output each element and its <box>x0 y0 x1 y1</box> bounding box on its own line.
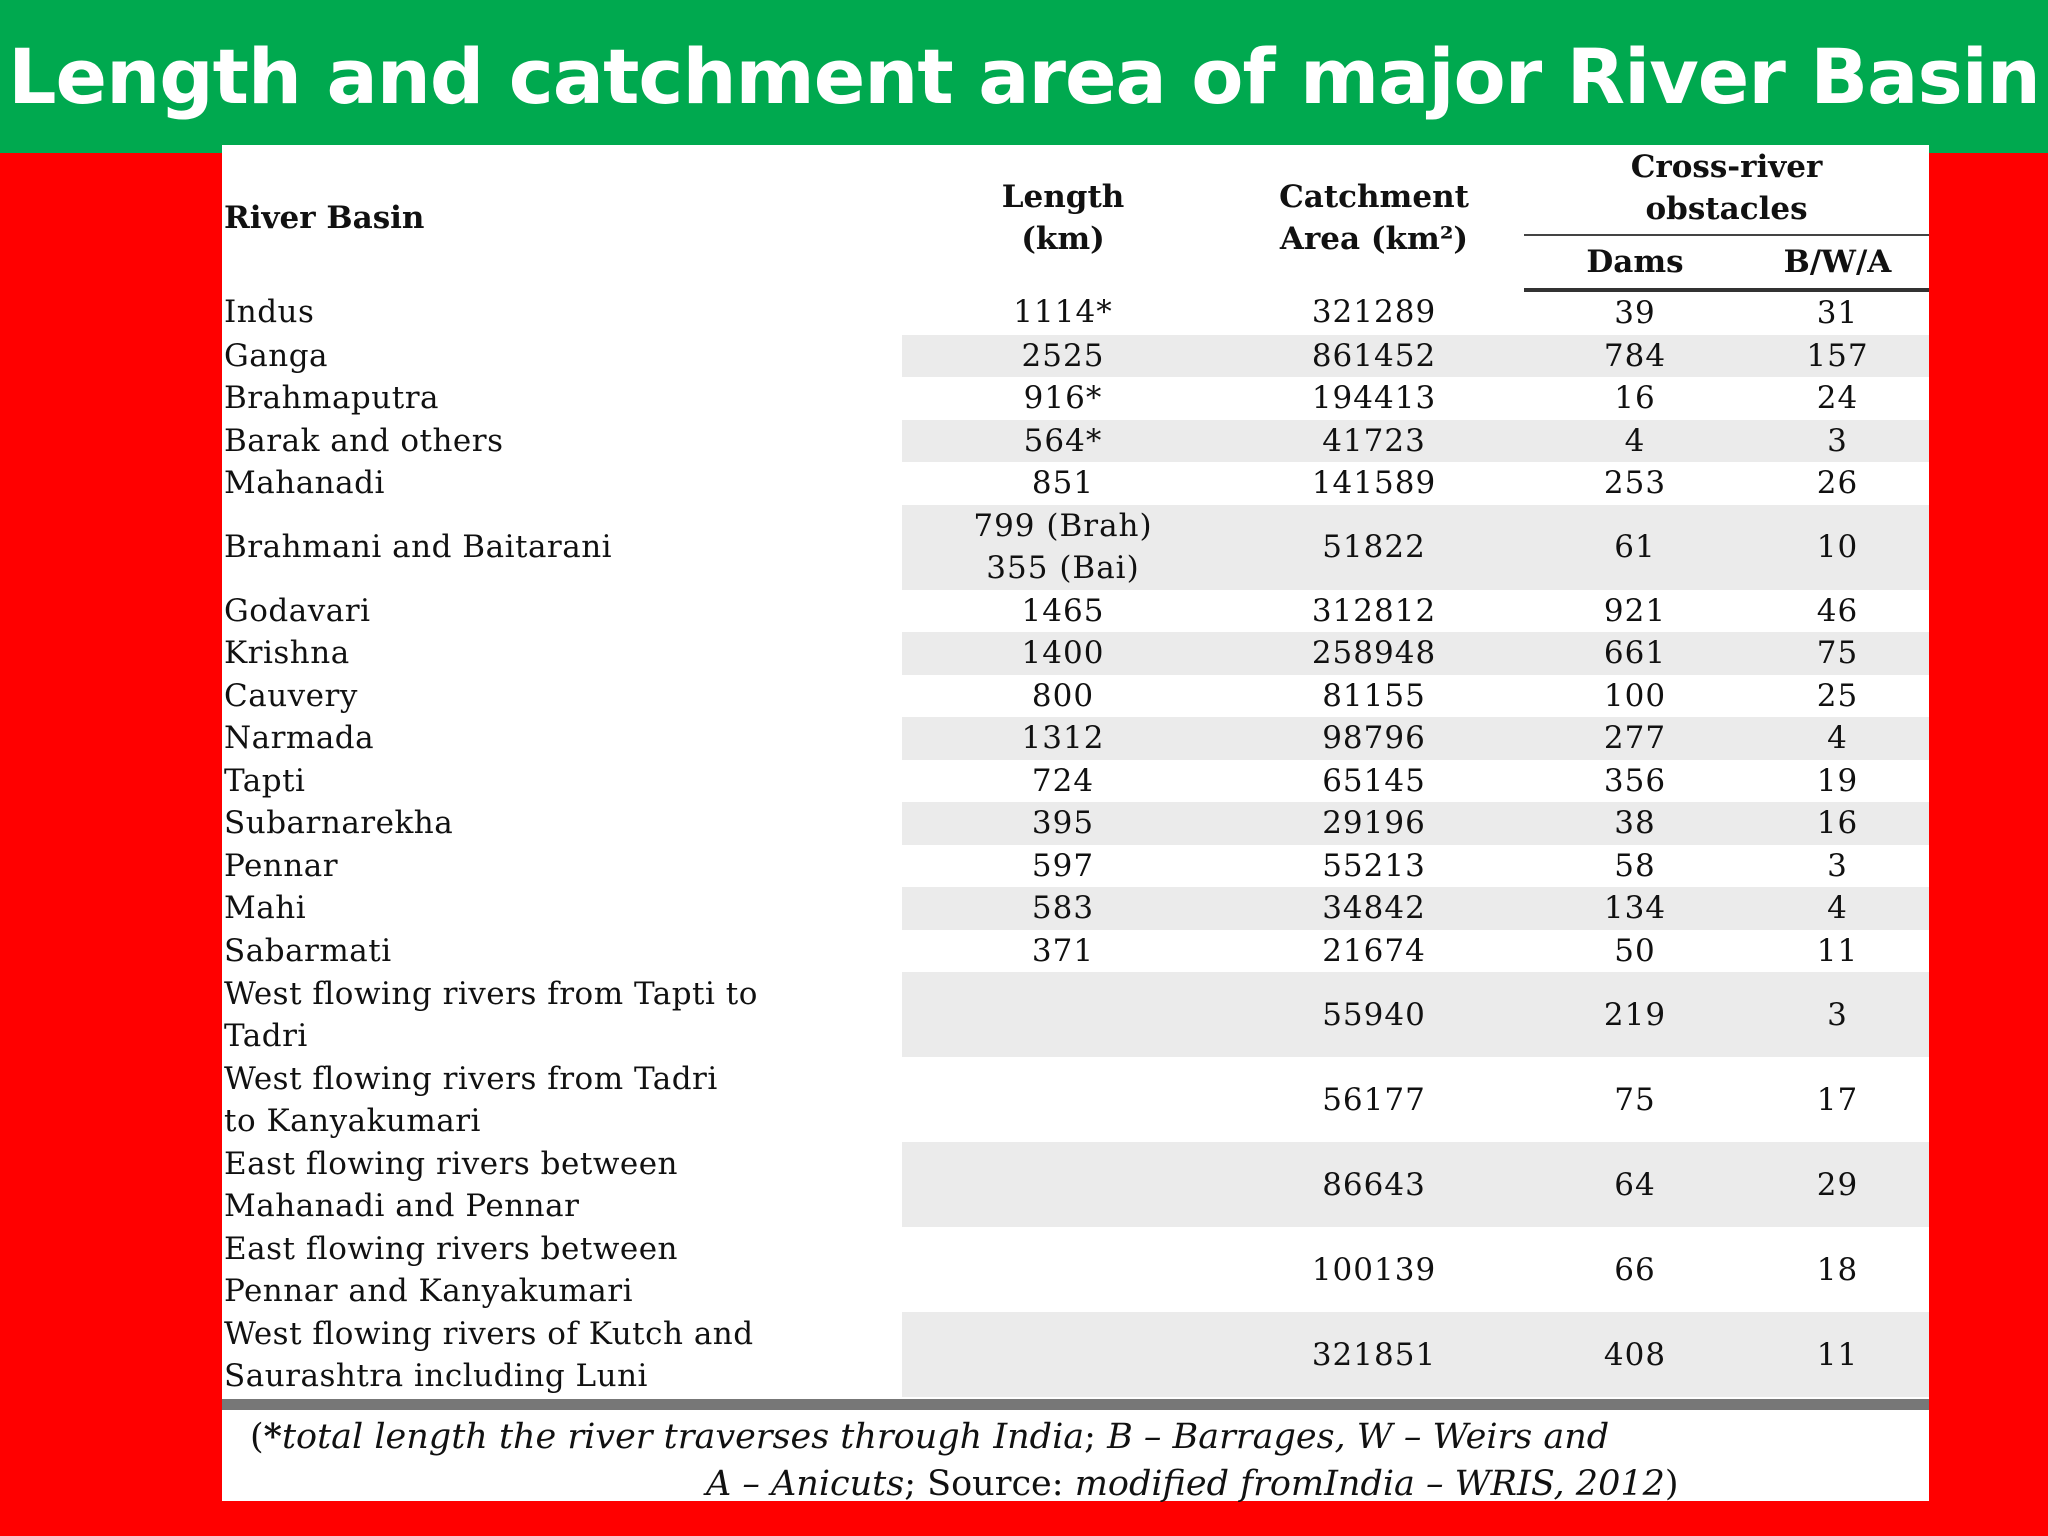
cell-basin: Godavari <box>224 592 371 629</box>
cell-bwa: 11 <box>1746 1312 1929 1397</box>
header-length: Length (km) <box>1001 178 1125 257</box>
cell-bwa: 25 <box>1816 677 1859 714</box>
cell-bwa: 24 <box>1816 380 1859 417</box>
cell-bwa: 26 <box>1816 465 1859 502</box>
cell-bwa: 3 <box>1827 847 1848 884</box>
table-row <box>222 1142 1929 1227</box>
cell-catchment: 65145 <box>1322 762 1426 799</box>
cell-length <box>902 972 1224 1057</box>
header-catchment-area: Catchment Area (km²) <box>1279 178 1469 257</box>
cell-catchment: 56177 <box>1322 1081 1426 1118</box>
cell-length: 395 <box>902 802 1224 845</box>
table-row <box>222 632 1929 675</box>
cell-basin: Brahmani and Baitarani <box>224 529 613 565</box>
table-row <box>222 1057 1929 1142</box>
cell-bwa: 29 <box>1746 1142 1929 1227</box>
table-row <box>222 462 1929 505</box>
header-river-basin: River Basin <box>224 199 425 236</box>
cell-catchment: 86643 <box>1224 1142 1524 1227</box>
table-row <box>222 675 1929 718</box>
cell-bwa: 19 <box>1816 762 1859 799</box>
cell-basin: Narmada <box>224 720 375 757</box>
table-row <box>222 1312 1929 1397</box>
cell-length: 1465 <box>1021 592 1105 629</box>
cell-bwa: 17 <box>1816 1081 1859 1118</box>
cell-bwa: 75 <box>1746 632 1929 675</box>
cell-length: 799 (Brah) 355 (Bai) <box>902 505 1224 590</box>
cell-length: 724 <box>1031 762 1095 799</box>
cell-basin: Cauvery <box>224 677 358 714</box>
cell-bwa: 4 <box>1746 717 1929 760</box>
cell-dams: 4 <box>1524 420 1746 463</box>
cell-bwa: 46 <box>1816 592 1859 629</box>
cell-basin: East flowing rivers between Pennar and Kanyakumari <box>224 1230 679 1309</box>
cell-basin: Sabarmati <box>224 932 392 969</box>
cell-dams: 39 <box>1614 295 1656 332</box>
cell-basin: Pennar <box>224 847 339 884</box>
cell-dams: 50 <box>1614 932 1656 969</box>
cell-bwa: 31 <box>1816 295 1859 332</box>
cell-dams: 661 <box>1524 632 1746 675</box>
cell-catchment: 312812 <box>1311 592 1437 629</box>
cell-catchment: 98796 <box>1224 717 1524 760</box>
table-row <box>222 717 1929 760</box>
cell-length <box>902 1142 1224 1227</box>
cell-dams: 61 <box>1524 505 1746 590</box>
footnote-line-1: (*total length the river traverses through India; B – Barrages, W – Weirs and <box>250 1416 1610 1457</box>
cell-basin: Tapti <box>224 762 306 799</box>
cell-bwa: 11 <box>1816 932 1859 969</box>
table-row <box>222 420 1929 463</box>
cell-catchment: 321851 <box>1224 1312 1524 1397</box>
cell-catchment: 81155 <box>1322 677 1426 714</box>
cell-basin: Ganga <box>224 337 329 374</box>
cell-length: 371 <box>1031 932 1095 969</box>
cell-catchment: 861452 <box>1224 335 1524 378</box>
cell-length: 564* <box>902 420 1224 463</box>
cell-basin: Indus <box>224 294 315 331</box>
cell-catchment: 55213 <box>1322 847 1426 884</box>
cell-basin: Brahmaputra <box>224 380 439 417</box>
cell-catchment: 100139 <box>1311 1251 1437 1288</box>
table-row <box>222 590 1929 633</box>
table-row <box>222 760 1929 803</box>
cell-basin: West flowing rivers from Tadri to Kanyakumari <box>224 1060 718 1139</box>
page-title: Length and catchment area of major River Basin <box>8 32 2040 121</box>
cell-dams: 100 <box>1603 677 1667 714</box>
cell-dams: 58 <box>1614 847 1656 884</box>
cell-basin: Krishna <box>224 635 350 672</box>
cell-basin: East flowing rivers between Mahanadi and Pennar <box>224 1145 679 1224</box>
table-row <box>222 802 1929 845</box>
cell-catchment: 34842 <box>1224 887 1524 930</box>
cell-dams: 16 <box>1614 380 1656 417</box>
cell-dams: 408 <box>1524 1312 1746 1397</box>
cell-dams: 64 <box>1524 1142 1746 1227</box>
table-row <box>222 972 1929 1057</box>
cell-catchment: 321289 <box>1311 294 1437 331</box>
cell-basin: West flowing rivers from Tapti to Tadri <box>224 975 758 1054</box>
cell-length <box>902 1227 1224 1312</box>
cell-length: 851 <box>1031 465 1095 502</box>
cell-catchment: 29196 <box>1224 802 1524 845</box>
table-row <box>222 930 1929 973</box>
header-bwa: B/W/A <box>1746 235 1929 290</box>
cell-dams: 134 <box>1524 887 1746 930</box>
cell-length: 1114* <box>1013 294 1113 331</box>
cell-catchment: 21674 <box>1322 932 1426 969</box>
table-panel <box>222 145 1929 1504</box>
cell-length: 2525 <box>902 335 1224 378</box>
table-row <box>222 290 1929 335</box>
cell-dams: 356 <box>1603 762 1667 799</box>
cell-dams: 219 <box>1524 972 1746 1057</box>
cell-catchment: 194413 <box>1311 380 1437 417</box>
cell-bwa: 16 <box>1746 802 1929 845</box>
header-dams: Dams <box>1524 235 1746 290</box>
cell-bwa: 3 <box>1746 420 1929 463</box>
footnote-line-2: A – Anicuts; Source: modified fromIndia – WRIS, 2012) <box>706 1464 1679 1504</box>
cell-dams: 277 <box>1524 717 1746 760</box>
cell-basin: Mahanadi <box>224 465 385 502</box>
table-row <box>222 887 1929 930</box>
table-row <box>222 845 1929 888</box>
cell-bwa: 18 <box>1816 1251 1859 1288</box>
cell-bwa: 157 <box>1746 335 1929 378</box>
cell-length: 597 <box>1031 847 1095 884</box>
header-cross-river-obstacles: Cross-river obstacles <box>1524 145 1929 235</box>
cell-dams: 38 <box>1524 802 1746 845</box>
cell-dams: 921 <box>1603 592 1667 629</box>
cell-bwa: 4 <box>1746 887 1929 930</box>
cell-basin: Subarnarekha <box>224 805 454 842</box>
cell-length: 1312 <box>902 717 1224 760</box>
cell-length: 800 <box>1031 677 1095 714</box>
cell-length: 916* <box>1023 380 1103 417</box>
table-row <box>222 1227 1929 1312</box>
cell-catchment: 51822 <box>1224 505 1524 590</box>
cell-dams: 253 <box>1603 465 1667 502</box>
cell-length <box>902 1057 1224 1142</box>
cell-basin: Mahi <box>224 890 307 927</box>
table-row <box>222 377 1929 420</box>
cell-length <box>902 1312 1224 1397</box>
cell-length: 583 <box>902 887 1224 930</box>
cell-basin: West flowing rivers of Kutch and Saurashtra including Luni <box>224 1315 754 1394</box>
cell-dams: 66 <box>1614 1251 1656 1288</box>
table-row <box>222 505 1929 590</box>
cell-dams: 784 <box>1524 335 1746 378</box>
cell-bwa: 10 <box>1746 505 1929 590</box>
table-row <box>222 335 1929 378</box>
cell-dams: 75 <box>1614 1081 1656 1118</box>
cell-length: 1400 <box>902 632 1224 675</box>
table-bottom-rule <box>222 1399 1929 1410</box>
river-basin-table <box>222 145 1929 1397</box>
footnote <box>222 1413 1929 1508</box>
title-banner <box>0 0 2048 153</box>
cell-catchment: 55940 <box>1224 972 1524 1057</box>
cell-catchment: 41723 <box>1224 420 1524 463</box>
cell-catchment: 141589 <box>1311 465 1437 502</box>
cell-basin: Barak and others <box>224 422 504 459</box>
cell-catchment: 258948 <box>1224 632 1524 675</box>
cell-bwa: 3 <box>1746 972 1929 1057</box>
